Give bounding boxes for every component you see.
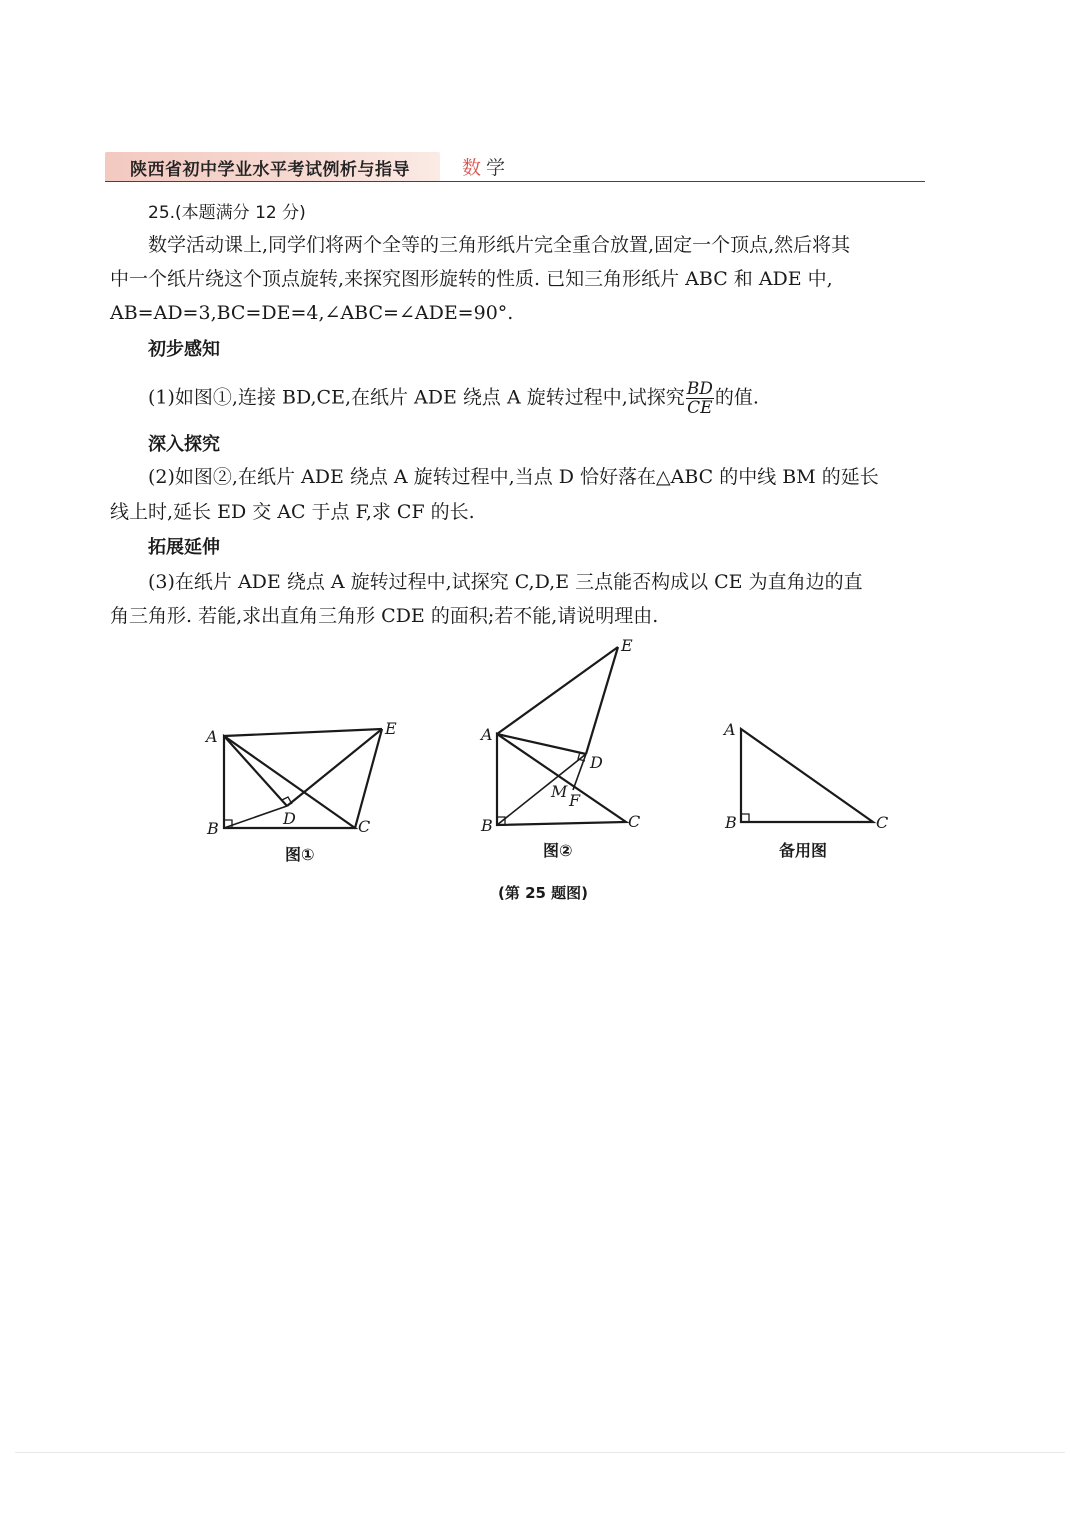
fig2-label-d: D	[590, 753, 603, 772]
fig2-label-m: M	[551, 782, 568, 801]
fraction-numerator: BD	[686, 379, 713, 399]
fig3-triangle-abc	[741, 729, 873, 822]
fig3-label-a: A	[724, 720, 736, 739]
subject-char-1: 数	[462, 157, 487, 179]
figure-3	[741, 729, 873, 822]
fig1-label-c: C	[358, 817, 371, 836]
fig3-caption: 备用图	[779, 841, 828, 860]
fig3-right-angle-b	[741, 814, 749, 822]
section-title-1: 初步感知	[148, 339, 220, 360]
part-3-line-2: 角三角形. 若能,求出直角三角形 CDE 的面积;若不能,请说明理由.	[110, 605, 659, 627]
part-2-line-2: 线上时,延长 ED 交 AC 于点 F,求 CF 的长.	[110, 501, 475, 523]
fig3-label-b: B	[725, 813, 737, 832]
figure-1	[224, 729, 382, 828]
fig1-segment-ae	[224, 729, 382, 736]
section-title-3: 拓展延伸	[148, 537, 220, 558]
fig1-label-b: B	[207, 819, 219, 838]
fig1-label-a: A	[206, 727, 218, 746]
fig2-segment-ae	[497, 647, 618, 734]
fig2-caption: 图②	[543, 841, 573, 860]
intro-line-2: 中一个纸片绕这个顶点旋转,来探究图形旋转的性质. 已知三角形纸片 ABC 和 ADE 中,	[110, 268, 833, 290]
fig2-label-f: F	[569, 791, 581, 810]
fig2-label-b: B	[481, 816, 493, 835]
fraction-denominator: CE	[687, 398, 713, 418]
question-number: 25.(本题满分 12 分)	[148, 203, 306, 223]
fig1-caption: 图①	[285, 845, 315, 864]
subject-char-2: 学	[486, 157, 511, 179]
fig1-segment-bd	[224, 806, 287, 828]
fig3-label-c: C	[876, 813, 889, 832]
intro-line-3: AB=AD=3,BC=DE=4,∠ABC=∠ADE=90°.	[110, 302, 514, 324]
part-1-text: (1)如图①,连接 BD,CE,在纸片 ADE 绕点 A 旋转过程中,试探究	[148, 386, 685, 409]
fig2-segment-ed	[586, 647, 618, 754]
fig2-label-e: E	[621, 636, 633, 655]
bottom-divider	[15, 1452, 1065, 1453]
fig1-segment-ec	[355, 729, 382, 828]
section-title-2: 深入探究	[148, 434, 220, 455]
part-3-line-1: (3)在纸片 ADE 绕点 A 旋转过程中,试探究 C,D,E 三点能否构成以 CE 为直角边的直	[148, 571, 863, 593]
fig1-segment-ad	[224, 736, 287, 806]
part-1-tail: 的值.	[714, 386, 759, 409]
fig1-label-d: D	[283, 809, 296, 828]
fig2-label-c: C	[628, 812, 641, 831]
book-title: 陕西省初中学业水平考试例析与指导	[130, 160, 410, 180]
fig2-label-a: A	[481, 725, 493, 744]
figure-caption: (第 25 题图)	[498, 884, 589, 902]
fig1-label-e: E	[385, 719, 397, 738]
figure-3-labels	[722, 720, 888, 860]
fig1-segment-de	[287, 729, 382, 806]
intro-line-1: 数学活动课上,同学们将两个全等的三角形纸片完全重合放置,固定一个顶点,然后将其	[148, 234, 851, 256]
part-2-line-1: (2)如图②,在纸片 ADE 绕点 A 旋转过程中,当点 D 恰好落在△ABC 的中线 BM 的延长	[148, 466, 879, 488]
